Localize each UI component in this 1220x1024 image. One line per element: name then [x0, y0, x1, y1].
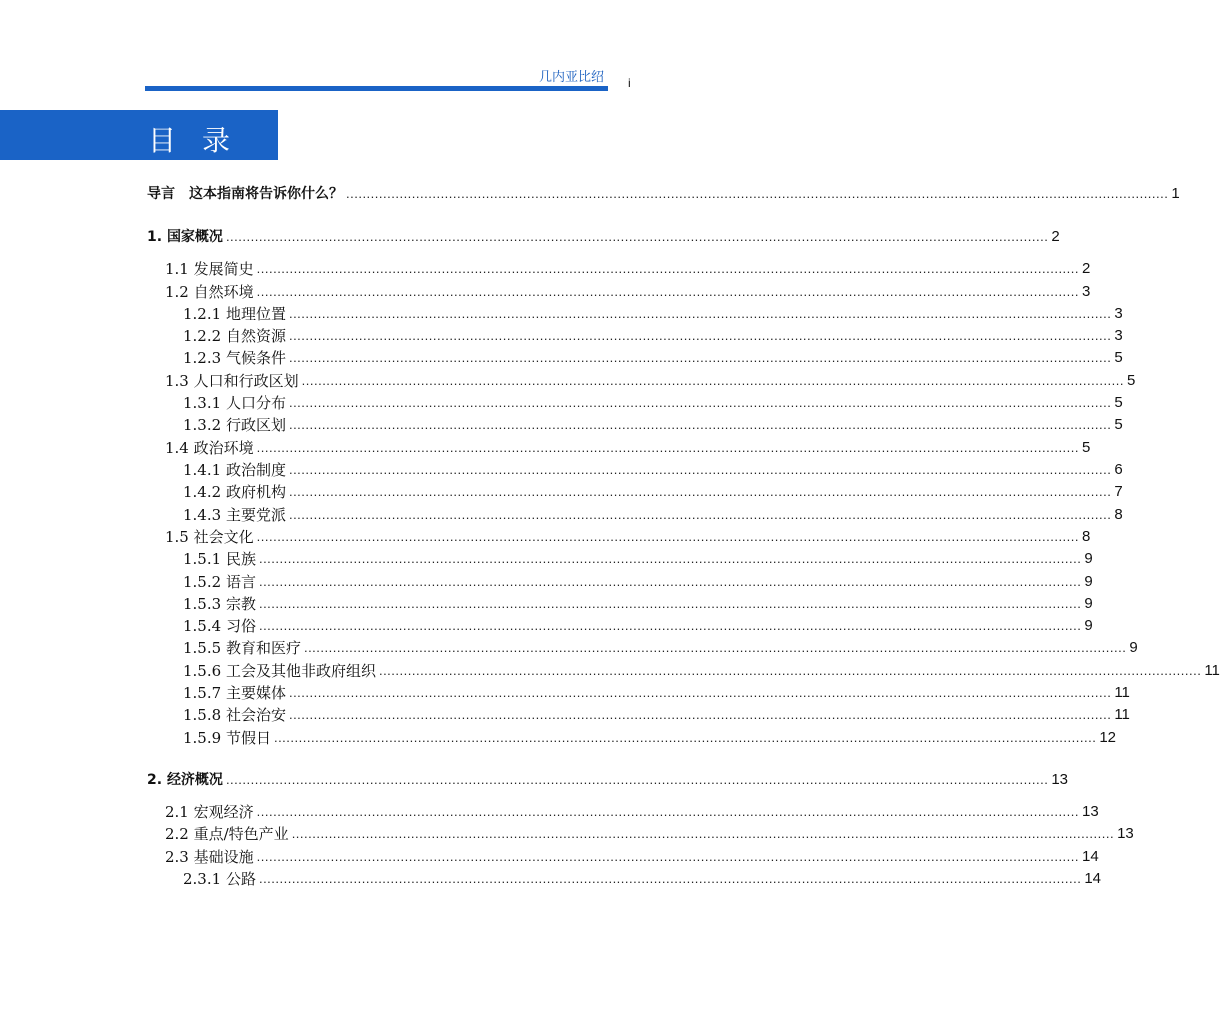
toc-entry-label: 教育和医疗	[225, 639, 301, 657]
toc-entry-page: 5	[1127, 372, 1136, 389]
toc-entry[interactable]	[183, 638, 1138, 658]
toc-entry-number: 1.5.4	[183, 617, 226, 635]
toc-entry-page: 11	[1114, 684, 1130, 701]
toc-entry-label: 自然资源	[225, 327, 286, 345]
toc-entry[interactable]	[165, 282, 1091, 302]
toc-entry-label: 公路	[225, 870, 256, 888]
toc-entry[interactable]	[183, 482, 1123, 502]
toc-leader-dots: ........................................................................................................................................................................................................	[378, 663, 1202, 678]
toc-entry-page: 5	[1082, 439, 1091, 456]
toc-entry[interactable]	[183, 728, 1117, 748]
toc-entry-number: 1.5.1	[183, 550, 226, 568]
toc-entry[interactable]	[183, 326, 1123, 346]
toc-entry-page: 9	[1129, 639, 1138, 656]
toc-entry-number: 1.2.3	[183, 349, 226, 367]
toc-leader-dots: ........................................................................................................................................................................................................	[258, 574, 1082, 589]
toc-entry[interactable]	[183, 505, 1123, 525]
toc-entry-label: 政治环境	[193, 439, 254, 457]
toc-leader-dots: ........................................................................................................................................................................................................	[225, 772, 1049, 787]
toc-entry-label: 民族	[225, 550, 256, 568]
toc-entry-number: 1.4	[165, 439, 194, 457]
toc-leader-dots: ........................................................................................................................................................................................................	[256, 804, 1080, 819]
toc-entry-page: 13	[1082, 803, 1099, 820]
toc-entry[interactable]	[183, 304, 1123, 324]
toc-entry-number: 1.4.1	[183, 461, 226, 479]
toc-entry-page: 9	[1084, 550, 1093, 567]
toc-entry-page: 12	[1099, 729, 1117, 746]
toc-entry-number: 1.5.8	[183, 706, 226, 724]
toc-entry[interactable]	[183, 869, 1102, 889]
toc-entry[interactable]	[147, 227, 1060, 247]
toc-leader-dots: ........................................................................................................................................................................................................	[288, 484, 1112, 499]
toc-leader-dots: ........................................................................................................................................................................................................	[346, 186, 1169, 201]
toc-entry[interactable]	[183, 616, 1093, 636]
toc-entry-label: 语言	[225, 573, 256, 591]
toc-entry-page: 8	[1082, 528, 1091, 545]
toc-entry-page: 2	[1051, 228, 1060, 245]
toc-entry-page: 3	[1114, 327, 1123, 344]
toc-leader-dots: ........................................................................................................................................................................................................	[288, 395, 1112, 410]
toc-entry[interactable]	[183, 393, 1123, 413]
toc-entry-page: 13	[1117, 825, 1134, 842]
toc-entry-number: 1.2.1	[183, 305, 226, 323]
toc-leader-dots: ........................................................................................................................................................................................................	[303, 640, 1127, 655]
toc-entry-label: 政府机构	[225, 483, 286, 501]
toc-entry-page: 1	[1171, 185, 1180, 202]
toc-entry-page: 14	[1082, 848, 1099, 865]
page-number: i	[628, 76, 631, 90]
toc-entry-number: 1.3.2	[183, 416, 226, 434]
toc-leader-dots: ........................................................................................................................................................................................................	[258, 618, 1082, 633]
toc-entry[interactable]	[183, 549, 1093, 569]
toc-entry[interactable]	[165, 371, 1136, 391]
toc-leader-dots: ........................................................................................................................................................................................................	[256, 849, 1080, 864]
toc-entry-label: 社会文化	[193, 528, 254, 546]
toc-entry-number: 1.4.3	[183, 506, 226, 524]
toc-entry-label: 气候条件	[225, 349, 286, 367]
toc-leader-dots: ........................................................................................................................................................................................................	[288, 306, 1112, 321]
toc-entry-label: 宏观经济	[193, 803, 254, 821]
toc-entry[interactable]	[183, 572, 1093, 592]
toc-entry-number: 2.1	[165, 803, 194, 821]
toc-entry-label: 主要党派	[225, 506, 286, 524]
toc-entry-label: 宗教	[225, 595, 256, 613]
toc-entry-label: 工会及其他非政府组织	[225, 662, 376, 680]
toc-entry-label: 发展简史	[193, 260, 254, 278]
toc-leader-dots: ........................................................................................................................................................................................................	[256, 440, 1080, 455]
toc-leader-dots: ........................................................................................................................................................................................................	[258, 596, 1082, 611]
toc-leader-dots: ........................................................................................................................................................................................................	[288, 707, 1112, 722]
toc-leader-dots: ........................................................................................................................................................................................................	[288, 417, 1112, 432]
toc-entry-label: 人口分布	[225, 394, 286, 412]
toc-entry[interactable]	[165, 438, 1091, 458]
toc-entry[interactable]	[183, 348, 1123, 368]
toc-entry-page: 5	[1114, 349, 1123, 366]
toc-leader-dots: ........................................................................................................................................................................................................	[273, 730, 1097, 745]
toc-leader-dots: ........................................................................................................................................................................................................	[288, 350, 1112, 365]
toc-entry-number: 1.5.6	[183, 662, 226, 680]
toc-leader-dots: ........................................................................................................................................................................................................	[256, 261, 1080, 276]
toc-entry[interactable]	[165, 847, 1099, 867]
toc-entry-number: 1.5.3	[183, 595, 226, 613]
toc-entry-label: 重点/特色产业	[193, 825, 289, 843]
toc-entry-page: 11	[1204, 662, 1220, 679]
toc-entry-number: 1.3.1	[183, 394, 226, 412]
toc-heading: 目录	[148, 124, 257, 157]
toc-entry-page: 5	[1114, 394, 1123, 411]
toc-leader-dots: ........................................................................................................................................................................................................	[256, 284, 1080, 299]
toc-entry-number: 1.1	[165, 260, 194, 278]
toc-leader-dots: ........................................................................................................................................................................................................	[225, 229, 1049, 244]
toc-entry[interactable]	[165, 527, 1091, 547]
toc-entry-number: 2.3.1	[183, 870, 226, 888]
toc-entry-number: 2.	[147, 772, 167, 788]
toc-entry-number: 1.5.2	[183, 573, 226, 591]
toc-leader-dots: ........................................................................................................................................................................................................	[256, 529, 1080, 544]
toc-entry-label: 社会治安	[225, 706, 286, 724]
toc-entry-label: 经济概况	[166, 772, 223, 788]
toc-entry-page: 2	[1082, 260, 1091, 277]
toc-entry-page: 7	[1114, 483, 1123, 500]
toc-entry-page: 11	[1114, 706, 1130, 723]
toc-entry-label: 节假日	[225, 729, 271, 747]
running-header-title: 几内亚比绍	[538, 70, 604, 85]
toc-entry-label: 基础设施	[193, 848, 254, 866]
toc-entry[interactable]	[147, 770, 1068, 790]
toc-leader-dots: ........................................................................................................................................................................................................	[291, 826, 1115, 841]
toc-entry-page: 13	[1051, 771, 1068, 788]
toc-entry-label: 自然环境	[193, 283, 254, 301]
toc-entry-number: 1.5.7	[183, 684, 226, 702]
toc-entry-number: 1.2	[165, 283, 194, 301]
toc-entry[interactable]	[183, 594, 1093, 614]
toc-entry[interactable]	[183, 415, 1123, 435]
toc-entry[interactable]	[183, 705, 1130, 725]
toc-entry-label: 行政区划	[225, 416, 286, 434]
toc-entry-label: 人口和行政区划	[193, 372, 299, 390]
toc-leader-dots: ........................................................................................................................................................................................................	[288, 328, 1112, 343]
toc-entry-label: 主要媒体	[225, 684, 286, 702]
toc-leader-dots: ........................................................................................................................................................................................................	[301, 373, 1125, 388]
toc-entry-page: 9	[1084, 595, 1093, 612]
toc-entry[interactable]	[183, 661, 1220, 681]
toc-leader-dots: ........................................................................................................................................................................................................	[258, 871, 1082, 886]
toc-entry-label: 习俗	[225, 617, 256, 635]
toc-entry[interactable]	[165, 259, 1091, 279]
toc-entry[interactable]	[165, 824, 1134, 844]
toc-entry-number: 1.	[147, 229, 167, 245]
toc-entry-page: 3	[1082, 283, 1091, 300]
toc-entry-label: 导言 这本指南将告诉你什么？	[147, 186, 343, 202]
toc-entry-page: 9	[1084, 573, 1093, 590]
toc-entry-number: 2.3	[165, 848, 194, 866]
toc-entry[interactable]	[183, 460, 1123, 480]
toc-entry-page: 3	[1114, 305, 1123, 322]
toc-entry[interactable]	[165, 802, 1099, 822]
toc-heading-banner	[0, 110, 278, 160]
toc-entry-page: 5	[1114, 416, 1123, 433]
toc-entry-number: 1.3	[165, 372, 194, 390]
toc-entry-label: 国家概况	[166, 229, 223, 245]
toc-leader-dots: ........................................................................................................................................................................................................	[258, 551, 1082, 566]
toc-entry-label: 政治制度	[225, 461, 286, 479]
toc-entry-page: 6	[1114, 461, 1123, 478]
toc-entry-page: 9	[1084, 617, 1093, 634]
toc-leader-dots: ........................................................................................................................................................................................................	[288, 462, 1112, 477]
toc-entry[interactable]	[183, 683, 1130, 703]
toc-entry-number: 2.2	[165, 825, 194, 843]
toc-leader-dots: ........................................................................................................................................................................................................	[288, 685, 1112, 700]
toc-leader-dots: ........................................................................................................................................................................................................	[288, 507, 1112, 522]
toc-entry-number: 1.2.2	[183, 327, 226, 345]
toc-entry-number: 1.5	[165, 528, 194, 546]
toc-entry-label: 地理位置	[225, 305, 286, 323]
toc-entry-number: 1.4.2	[183, 483, 226, 501]
toc-entry-page: 8	[1114, 506, 1123, 523]
toc-entry[interactable]	[147, 184, 1180, 204]
header-rule	[145, 86, 608, 91]
toc-entry-page: 14	[1084, 870, 1102, 887]
toc-entry-number: 1.5.9	[183, 729, 226, 747]
toc-entry-number: 1.5.5	[183, 639, 226, 657]
